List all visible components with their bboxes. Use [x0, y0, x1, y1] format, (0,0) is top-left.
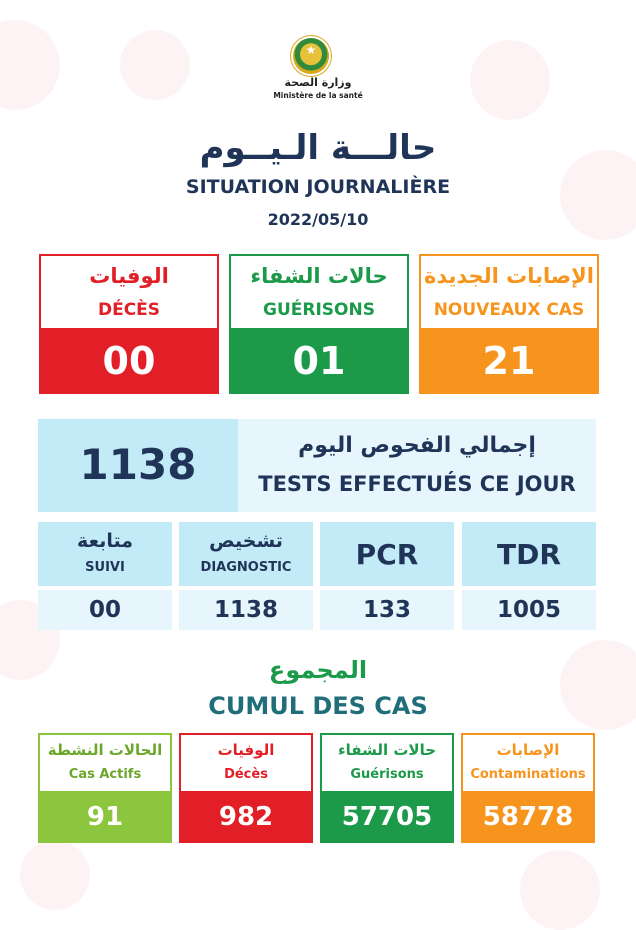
background-virus-decoration	[0, 20, 60, 110]
ministry-name-arabic: وزارة الصحة	[284, 76, 352, 89]
card-label: Contaminations	[470, 767, 586, 782]
card-label: Décès	[224, 767, 268, 782]
card-label-arabic: حالات الشفاء	[250, 264, 388, 288]
card-value: 00	[39, 328, 219, 394]
tests-label-arabic: إجمالي الفحوص اليوم	[298, 433, 536, 458]
tests-total-value: 1138	[79, 440, 197, 489]
tests-pcr-box	[320, 522, 454, 630]
box-label: TDR	[497, 538, 561, 571]
card-label-arabic: الإصابات	[496, 741, 560, 759]
background-virus-decoration	[560, 640, 636, 730]
box-header	[462, 522, 596, 586]
page-title: SITUATION JOURNALIÈRE	[185, 176, 451, 198]
card-value: 91	[38, 791, 172, 843]
box-value: 1005	[462, 590, 596, 630]
daily-new-cases-card	[419, 254, 599, 394]
cumul-title-arabic: المجموع	[268, 656, 368, 684]
ministry-emblem-logo: ★	[293, 38, 329, 74]
box-header	[320, 522, 454, 586]
report-date: 2022/05/10	[267, 210, 369, 229]
box-header	[38, 522, 172, 586]
card-label: GUÉRISONS	[263, 300, 375, 320]
page-title-arabic: حالـــة الـيــوم	[199, 128, 437, 168]
cumul-active-cases-card	[38, 733, 172, 843]
card-label: Cas Actifs	[68, 767, 142, 782]
box-label: DIAGNOSTIC	[200, 560, 292, 575]
tests-followup-box	[38, 522, 172, 630]
daily-deaths-card	[39, 254, 219, 394]
card-label-arabic: حالات الشفاء	[337, 741, 437, 759]
card-value: 01	[229, 328, 409, 394]
cumul-recoveries-card	[320, 733, 454, 843]
box-label-arabic: تشخيص	[209, 530, 283, 552]
box-label: SUIVI	[85, 560, 125, 575]
card-value: 982	[179, 791, 313, 843]
ministry-name-french: Ministère de la santé	[273, 91, 363, 100]
card-label: Guérisons	[350, 767, 424, 782]
tests-diagnostic-box	[179, 522, 313, 630]
tests-label: TESTS EFFECTUÉS CE JOUR	[258, 472, 576, 496]
cumul-deaths-card	[179, 733, 313, 843]
background-virus-decoration	[120, 30, 190, 100]
card-value: 57705	[320, 791, 454, 843]
card-label-arabic: الوفيات	[89, 264, 169, 288]
background-virus-decoration	[520, 850, 600, 930]
background-virus-decoration	[470, 40, 550, 120]
box-label-arabic: متابعة	[76, 530, 134, 552]
box-value: 1138	[179, 590, 313, 630]
box-value: 00	[38, 590, 172, 630]
box-value: 133	[320, 590, 454, 630]
cumul-contaminations-card	[461, 733, 595, 843]
background-virus-decoration	[560, 150, 636, 240]
card-value: 21	[419, 328, 599, 394]
card-label: DÉCÈS	[97, 300, 161, 320]
box-label: PCR	[355, 538, 419, 571]
box-header	[179, 522, 313, 586]
tests-tdr-box	[462, 522, 596, 630]
card-label: NOUVEAUX CAS	[433, 300, 585, 320]
card-label-arabic: الحالات النشطة	[47, 741, 163, 759]
cumul-title: CUMUL DES CAS	[208, 692, 428, 720]
card-label-arabic: الوفيات	[217, 741, 275, 759]
card-value: 58778	[461, 791, 595, 843]
daily-recoveries-card	[229, 254, 409, 394]
card-label-arabic: الإصابات الجديدة	[424, 264, 594, 288]
